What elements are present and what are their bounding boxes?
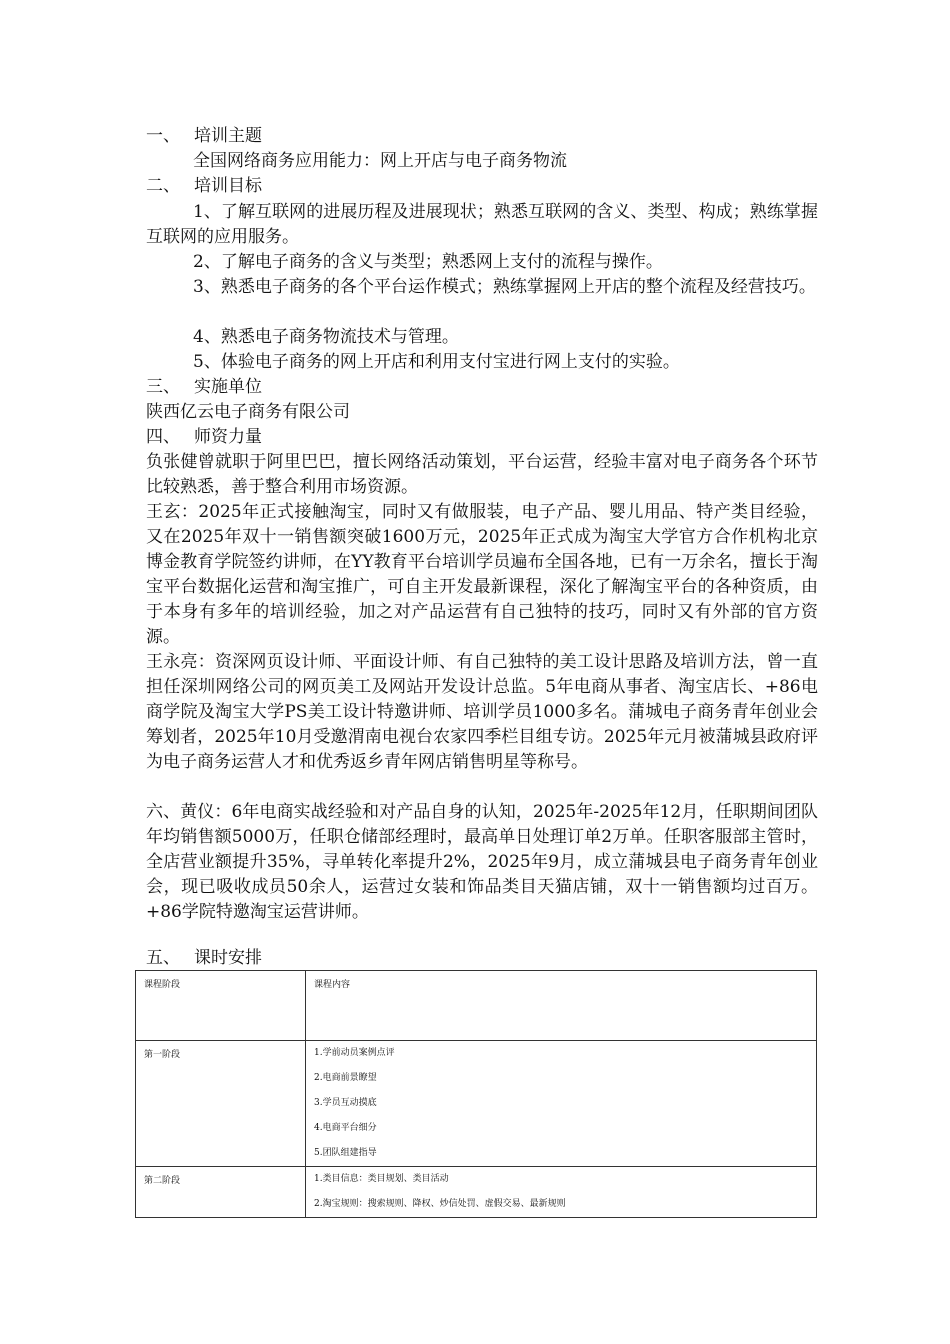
objective-item-2: 2、了解电子商务的含义与类型；熟悉网上支付的流程与操作。 [193,252,663,272]
objective-item-5: 5、体验电子商务的网上开店和利用支付宝进行网上支付的实验。 [193,352,680,372]
implementing-unit: 陕西亿云电子商务有限公司 [146,402,350,422]
teacher-bio-1: 负张健曾就职于阿里巴巴，擅长网络活动策划，平台运营，经验丰富对电子商务各个环节比较熟悉，善于整合利用市场资源。 [146,452,818,497]
content-cell [306,1041,817,1167]
header-stage: 课程阶段 [136,971,306,1041]
section-number: 二、 [146,176,180,196]
objective-item-3: 3、熟悉电子商务的各个平台运作模式；熟练掌握网上开店的整个流程及经营技巧。 [193,277,816,297]
teacher-bio-3: 王永亮：资深网页设计师、平面设计师、有自己独特的美工设计思路及培训方法，曾一直担任深圳网络公司的网页美工及网站开发设计总监。5年电商从事者、淘宝店长、+86电商学院及淘宝大学PS美工设计特邀讲师、培训学员1000多名。蒲城电子商务青年创业会筹划者，2025年10月受邀渭南电视台农家四季栏目组专访。2025年元月被蒲城县政府评为电子商务运营人才和优秀返乡青年网店销售明星等称号。 [146,652,818,772]
section-title: 师资力量 [194,427,262,447]
list-item: 5.团队组建指导 [314,1148,377,1158]
teacher-bio-2: 王玄：2025年正式接触淘宝，同时又有做服装，电子产品、婴儿用品、特产类目经验，又在2025年双十一销售额突破1600万元，2025年正式成为淘宝大学官方合作机构北京博金教育学院签约讲师，在YY教育平台培训学员遍布全国各地，已有一万余名，擅长于淘宝平台数据化运营和淘宝推广，可自主开发最新课程，深化了解淘宝平台的各种资质，由于本身有多年的培训经验，加之对产品运营有自己独特的技巧，同时又有外部的官方资源。 [146,502,818,647]
section-2-heading [146,174,826,199]
section-title: 课时安排 [194,948,262,968]
content-cell [306,1167,817,1218]
section-1-heading [146,124,826,149]
section-title: 实施单位 [194,377,262,397]
table-row [136,1167,817,1218]
list-item: 3.学员互动摸底 [314,1098,377,1108]
list-item: 4.电商平台细分 [314,1123,377,1133]
objective-item-4: 4、熟悉电子商务物流技术与管理。 [193,327,459,347]
objective-item-1: 1、了解互联网的进展历程及进展现状；熟悉互联网的含义、类型、构成；熟练掌握互联网的应用服务。 [146,202,818,247]
table-row [136,1041,817,1167]
list-item: 1.类目信息：类目规划、类目活动 [314,1174,449,1184]
section-number: 四、 [146,427,180,447]
header-content: 课程内容 [306,971,817,1041]
section-title: 培训目标 [194,176,262,196]
schedule-table [135,970,817,1218]
stage-cell: 第一阶段 [136,1041,306,1167]
section-5-heading [146,946,826,971]
section-number: 五、 [146,948,180,968]
list-item: 1.学前动员案例点评 [314,1048,395,1058]
table-header-row [136,971,817,1041]
stage-cell: 第二阶段 [136,1167,306,1218]
teacher-bio-4: 六、黄仪：6年电商实战经验和对产品自身的认知，2025年-2025年12月，任职期间团队年均销售额5000万，任职仓储部经理时，最高单日处理订单2万单。任职客服部主管时，全店营业额提升35%，寻单转化率提升2%，2025年9月，成立蒲城县电子商务青年创业会，现已吸收成员50余人，运营过女装和饰品类目天猫店铺，双十一销售额均过百万。+86学院特邀淘宝运营讲师。 [146,802,818,922]
section-3-heading [146,375,826,400]
training-topic: 全国网络商务应用能力：网上开店与电子商务物流 [193,151,567,171]
list-item: 2.电商前景瞭望 [314,1073,377,1083]
list-item: 2.淘宝规则：搜索规则、降权、炒信处罚、虚假交易、最新规则 [314,1199,566,1209]
section-number: 一、 [146,126,180,146]
section-title: 培训主题 [194,126,262,146]
section-4-heading [146,425,826,450]
section-number: 三、 [146,377,180,397]
